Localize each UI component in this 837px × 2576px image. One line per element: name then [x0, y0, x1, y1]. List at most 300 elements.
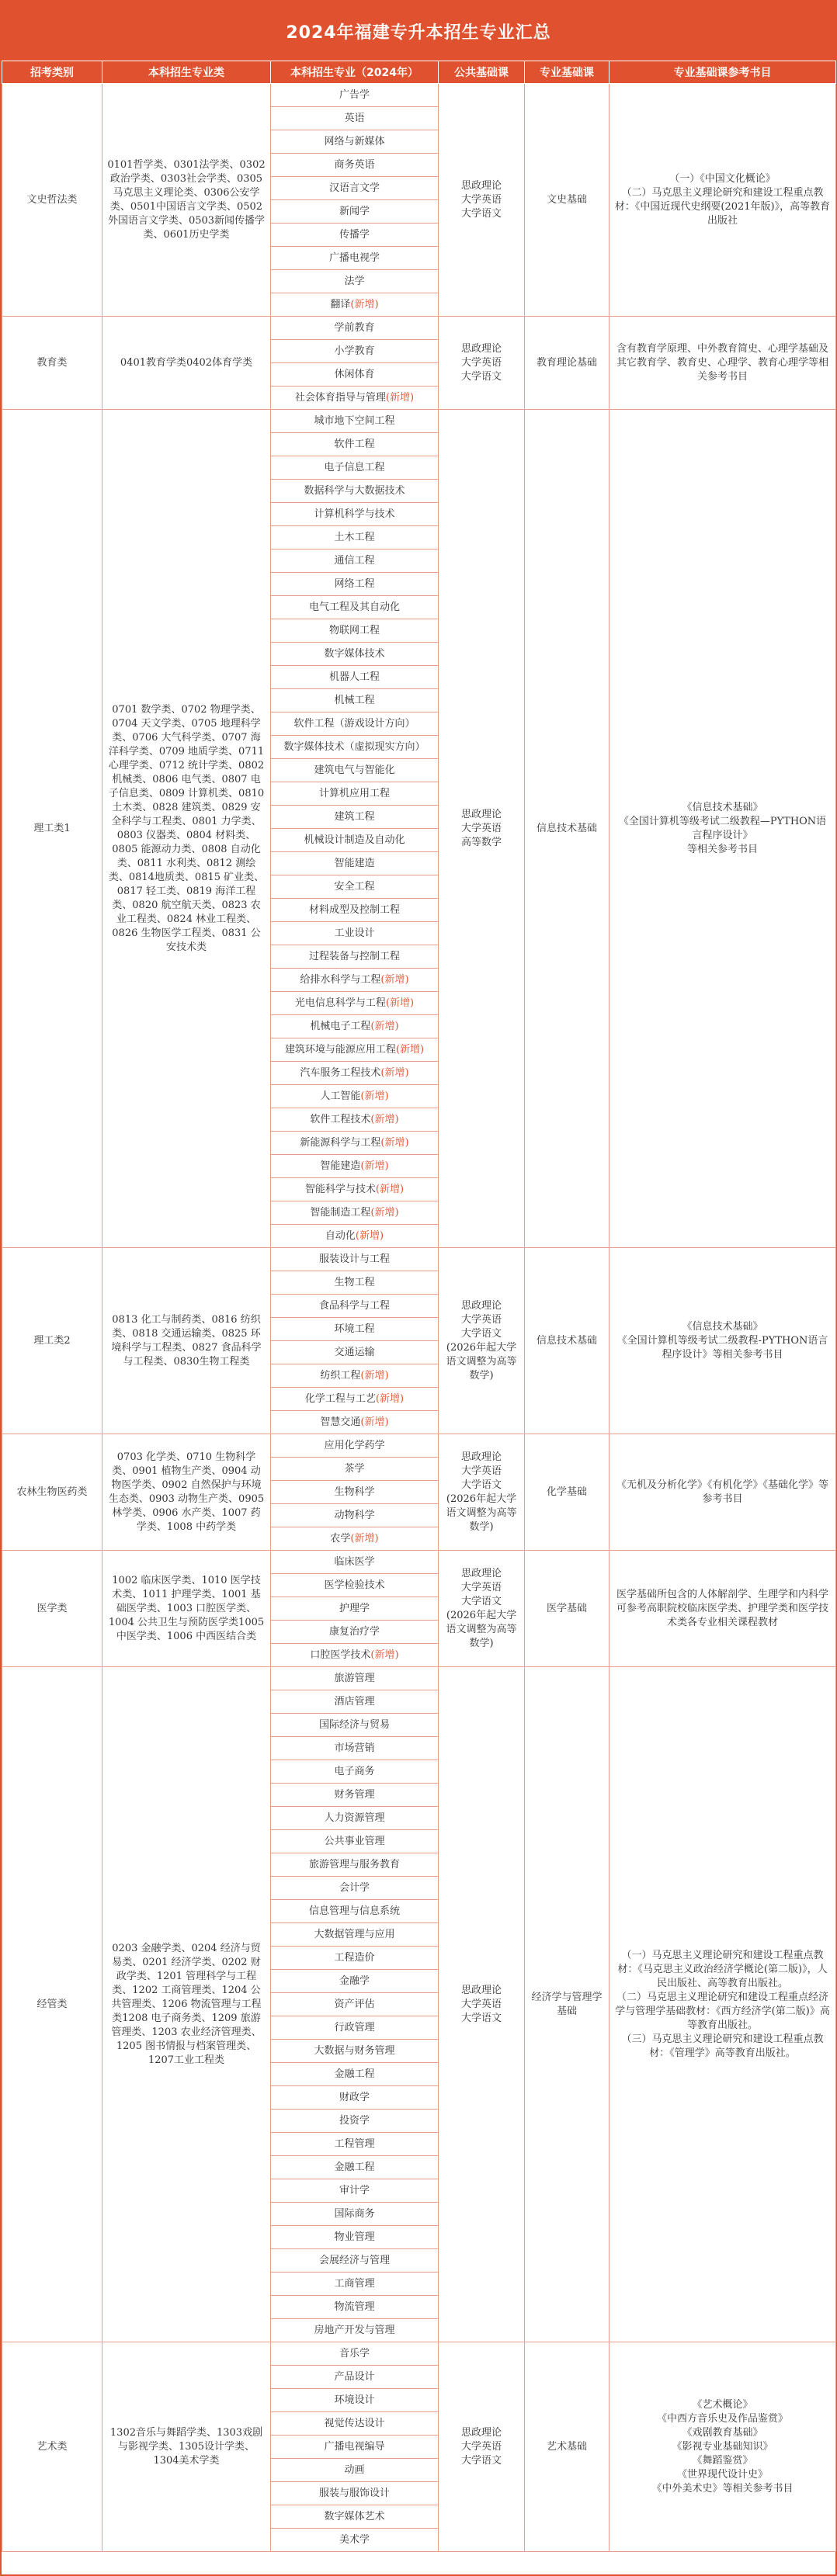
public-course-line: 大学语文 [460, 2012, 502, 2024]
new-tag-close: ) [405, 973, 409, 986]
major-name [271, 1062, 439, 1085]
major-label: 农学 [330, 1532, 351, 1545]
major-label: 法学 [344, 275, 365, 287]
reference-books [610, 1248, 836, 1434]
major-label: 工商管理 [334, 2277, 375, 2290]
new-tag-close: ) [400, 1183, 405, 1195]
basic-course: 文史基础 [525, 84, 610, 317]
major-name [271, 2505, 439, 2529]
major-label: 环境工程 [334, 1323, 375, 1335]
major-name [271, 1597, 439, 1621]
new-tag-open: ( [360, 1416, 365, 1428]
major-label: 传播学 [339, 228, 370, 241]
major-name [271, 2110, 439, 2133]
major-label: 广告学 [339, 88, 370, 101]
major-label: 审计学 [339, 2184, 370, 2196]
category-name: 艺术类 [2, 2342, 102, 2552]
public-course [439, 1667, 525, 2342]
table-body [2, 84, 836, 2552]
table-row [2, 1667, 836, 1690]
public-course-line: 大学语文 [460, 1479, 502, 1491]
new-tag-close: ) [374, 1532, 379, 1545]
major-name [271, 1388, 439, 1411]
major-name [271, 1830, 439, 1853]
major-name [271, 1248, 439, 1271]
major-label: 应用化学药学 [324, 1439, 385, 1451]
major-label: 化学工程与工艺 [304, 1392, 376, 1405]
reference-books-line: 《世界现代设计史》 [676, 2468, 768, 2481]
major-label: 财务管理 [334, 1788, 375, 1801]
major-label: 旅游管理与服务教育 [308, 1858, 400, 1870]
public-course [439, 317, 525, 410]
public-course-line: 思政理论 [460, 2426, 502, 2439]
reference-books-line: 《舞蹈鉴赏》 [692, 2454, 753, 2467]
major-name [271, 2273, 439, 2296]
major-name [271, 2063, 439, 2086]
major-label: 数据科学与大数据技术 [304, 484, 405, 497]
major-name [271, 433, 439, 456]
major-name [271, 2296, 439, 2319]
public-course-line: 大学英语 [460, 1313, 502, 1326]
major-label: 国际经济与贸易 [318, 1718, 390, 1731]
major-label: 光电信息科学与工程 [294, 997, 386, 1009]
public-course-line: (2026年起大学语文调整为高等数学) [446, 1493, 517, 1533]
undergrad-classes: 0101哲学类、0301法学类、0302政治学类、0303社会学类、0305马克思主义理论类、0306公安学类、0501中国语言文学类、0502外国语言文学类、0503新闻传播学类、0601历史学类 [102, 84, 271, 317]
major-label: 临床医学 [334, 1555, 375, 1568]
major-name [271, 782, 439, 806]
new-tag-close: ) [384, 1416, 389, 1428]
major-label: 软件工程 [334, 438, 375, 450]
public-course-line: 思政理论 [460, 1567, 502, 1579]
major-label: 电子商务 [334, 1765, 375, 1777]
public-course-line: 思政理论 [460, 808, 502, 820]
major-label: 工业设计 [334, 927, 375, 939]
major-name [271, 1690, 439, 1714]
major-label: 物业管理 [334, 2231, 375, 2243]
reference-books [610, 1551, 836, 1667]
major-name [271, 1364, 439, 1388]
reference-books-line: 《全国计算机等级考试二级教程—PYTHON语言程序设计》 [618, 815, 827, 841]
public-course-line: 大学语文 [460, 207, 502, 220]
new-badge: 新增 [380, 1392, 401, 1405]
major-label: 酒店管理 [334, 1695, 375, 1708]
major-label: 大数据与财务管理 [314, 2044, 395, 2057]
header-reference-books: 专业基础课参考书目 [610, 61, 836, 84]
major-label: 视觉传达设计 [324, 2417, 385, 2429]
reference-books [610, 410, 836, 1248]
new-tag-close: ) [380, 1229, 384, 1242]
major-label: 纺织工程 [320, 1369, 361, 1382]
major-label: 口腔医学技术 [310, 1649, 371, 1661]
major-name [271, 224, 439, 247]
table-row [2, 84, 836, 107]
reference-books-line: 医学基础所包含的人体解剖学、生理学和内科学可参考高职院校临床医学类、护理学类和医学技术类各专业相关课程教材 [616, 1588, 828, 1628]
reference-books-line: 《艺术概论》 [692, 2398, 753, 2411]
new-badge: 新增 [400, 1043, 421, 1056]
major-label: 休闲体育 [334, 368, 375, 380]
major-label: 会计学 [339, 1881, 370, 1894]
major-label: 智能建造 [334, 857, 375, 869]
new-tag-close: ) [400, 1392, 405, 1405]
major-label: 新闻学 [339, 205, 370, 217]
major-label: 行政管理 [334, 2021, 375, 2033]
new-tag-open: ( [375, 1183, 380, 1195]
reference-books-line: 《影视专业基础知识》 [672, 2440, 773, 2453]
reference-books-line: 《全国计算机等级考试二级教程-PYTHON语言程序设计》等相关参考书目 [616, 1334, 828, 1361]
new-tag-close: ) [410, 391, 415, 404]
new-tag-open: ( [370, 1206, 375, 1219]
public-course [439, 1434, 525, 1551]
major-label: 计算机应用工程 [318, 787, 390, 799]
category-name: 理工类2 [2, 1248, 102, 1434]
public-course-line: 大学语文 [460, 1327, 502, 1340]
major-name [271, 1807, 439, 1830]
major-label: 网络与新媒体 [324, 135, 385, 147]
major-name [271, 1737, 439, 1760]
major-label: 建筑工程 [334, 810, 375, 823]
major-label: 汉语言文学 [328, 182, 380, 194]
major-name [271, 2226, 439, 2249]
major-name [271, 550, 439, 573]
major-label: 智能建造 [320, 1160, 361, 1172]
undergrad-classes: 0701 数学类、0702 物理学类、0704 天文学类、0705 地理科学类、0706 大气科学类、0707 海洋科学类、0709 地质学类、0711 心理学类、0712 统计学类、0802 机械类、0806 电气类、0807 电子信息类、0809 计算机类、0810 土木类、0828 建筑类、0829 安全科学与工程类、0801 力学类、0803 仪器类、0804 材料类、0805 能源动力类、0808 自动化类、0811 水利类、0812 测绘类、0814地质类、0815 矿业类、0817 轻工类、0819 海洋工程类、0820 航空航天类、0823 农业工程类、0824 林业工程类、0826 生物医学工程类、0831 公安技术类 [102, 410, 271, 1248]
major-label: 人工智能 [320, 1090, 361, 1102]
public-course-line: (2026年起大学语文调整为高等数学) [446, 1341, 517, 1382]
new-tag-open: ( [355, 1229, 359, 1242]
major-label: 环境设计 [334, 2394, 375, 2406]
major-name [271, 2203, 439, 2226]
major-name [271, 2389, 439, 2412]
major-label: 房地产开发与管理 [314, 2324, 395, 2336]
major-name [271, 1295, 439, 1318]
major-name [271, 1900, 439, 1923]
new-tag-open: ( [385, 391, 390, 404]
major-label: 电气工程及其自动化 [308, 601, 400, 613]
new-badge: 新增 [390, 997, 411, 1009]
major-name [271, 2529, 439, 2552]
reference-books [610, 2342, 836, 2552]
new-badge: 新增 [384, 1066, 405, 1079]
major-name [271, 1621, 439, 1644]
new-tag-close: ) [384, 1090, 389, 1102]
category-name: 经管类 [2, 1667, 102, 2342]
reference-books-line: 《信息技术基础》 [682, 801, 763, 813]
major-label: 计算机科学与技术 [314, 508, 395, 520]
new-tag-close: ) [410, 997, 415, 1009]
new-tag-open: ( [380, 973, 385, 986]
major-name [271, 293, 439, 317]
header-majors-2024: 本科招生专业（2024年） [271, 61, 439, 84]
new-badge: 新增 [364, 1090, 385, 1102]
public-course-line: 大学英语 [460, 1998, 502, 2010]
reference-books [610, 1667, 836, 2342]
basic-course: 经济学与管理学基础 [525, 1667, 610, 2342]
major-name [271, 1527, 439, 1551]
major-label: 工程造价 [334, 1951, 375, 1964]
new-badge: 新增 [359, 1229, 380, 1242]
reference-books-line: 《信息技术基础》 [682, 1320, 763, 1333]
major-label: 音乐学 [339, 2347, 370, 2359]
new-tag-open: ( [350, 298, 355, 310]
table-row [2, 1434, 836, 1458]
major-name [271, 2412, 439, 2436]
major-name [271, 363, 439, 387]
major-label: 材料成型及控制工程 [308, 903, 400, 916]
major-label: 茶学 [344, 1462, 365, 1475]
new-badge: 新增 [374, 1649, 395, 1661]
major-name [271, 666, 439, 689]
reference-books-line: 含有教育学原理、中外教育简史、心理学基础及其它教育学、教育史、心理学、教育心理学等相关参考书目 [616, 342, 828, 383]
new-tag-open: ( [380, 1066, 385, 1079]
major-name [271, 1132, 439, 1155]
new-tag-close: ) [394, 1113, 399, 1125]
major-label: 通信工程 [334, 554, 375, 567]
new-tag-close: ) [394, 1020, 399, 1032]
new-tag-close: ) [374, 298, 379, 310]
public-course-line: (2026年起大学语文调整为高等数学) [446, 1609, 517, 1649]
category-name: 文史哲法类 [2, 84, 102, 317]
new-tag-open: ( [360, 1369, 365, 1382]
undergrad-classes: 0203 金融学类、0204 经济与贸易类、0201 经济学类、0202 财政学类、1201 管理科学与工程类、1202 工商管理类、1204 公共管理类、1206 物流管理与工程类1208 电子商务类、1209 旅游管理类、1203 农业经济管理类、1205 图书情报与档案管理类、1207工业工程类 [102, 1667, 271, 2342]
major-name [271, 1551, 439, 1574]
major-name [271, 387, 439, 410]
public-course-line: 大学英语 [460, 193, 502, 206]
public-course [439, 84, 525, 317]
major-name [271, 1318, 439, 1341]
new-tag-close: ) [384, 1369, 389, 1382]
new-badge: 新增 [364, 1160, 385, 1172]
new-tag-close: ) [405, 1136, 409, 1149]
major-label: 社会体育指导与管理 [294, 391, 386, 404]
major-name [271, 1760, 439, 1784]
major-label: 安全工程 [334, 880, 375, 893]
major-name [271, 1504, 439, 1527]
major-name [271, 456, 439, 480]
new-tag-open: ( [375, 1392, 380, 1405]
major-name [271, 1923, 439, 1947]
major-label: 数字媒体艺术 [324, 2510, 385, 2522]
major-label: 网络工程 [334, 577, 375, 590]
new-badge: 新增 [384, 973, 405, 986]
major-label: 产品设计 [334, 2370, 375, 2383]
category-name: 教育类 [2, 317, 102, 410]
reference-books-line: 《中外美术史》等相关参考书目 [651, 2482, 794, 2495]
major-label: 金融工程 [334, 2161, 375, 2173]
new-tag-open: ( [370, 1649, 375, 1661]
page-title: 2024年福建专升本招生专业汇总 [2, 2, 835, 61]
category-name: 农林生物医药类 [2, 1434, 102, 1551]
major-name [271, 922, 439, 945]
category-name: 理工类1 [2, 410, 102, 1248]
major-label: 食品科学与工程 [318, 1299, 390, 1312]
category-name: 医学类 [2, 1551, 102, 1667]
new-tag-open: ( [385, 997, 390, 1009]
major-name [271, 247, 439, 270]
public-course-line: 思政理论 [460, 1451, 502, 1463]
major-name [271, 526, 439, 550]
major-name [271, 1411, 439, 1434]
undergrad-classes: 0401教育学类0402体育学类 [102, 317, 271, 410]
new-tag-close: ) [384, 1160, 389, 1172]
major-name [271, 759, 439, 782]
new-badge: 新增 [380, 1183, 401, 1195]
major-name [271, 1201, 439, 1225]
major-name [271, 1574, 439, 1597]
reference-books [610, 84, 836, 317]
major-name [271, 1970, 439, 1993]
public-course-line: 高等数学 [460, 836, 502, 848]
major-name [271, 1155, 439, 1178]
major-label: 新能源科学与工程 [300, 1136, 381, 1149]
major-label: 医学检验技术 [324, 1579, 385, 1591]
table-row [2, 317, 836, 340]
major-name [271, 1271, 439, 1295]
major-name [271, 2366, 439, 2389]
major-label: 建筑电气与智能化 [314, 764, 395, 776]
major-name [271, 177, 439, 200]
public-course-line: 大学英语 [460, 1465, 502, 1477]
basic-course: 化学基础 [525, 1434, 610, 1551]
major-name [271, 200, 439, 224]
table-row [2, 410, 836, 433]
major-label: 资产评估 [334, 1998, 375, 2010]
new-badge: 新增 [354, 1532, 375, 1545]
undergrad-classes: 0813 化工与制药类、0816 纺织类、0818 交通运输类、0825 环境科学与工程类、0827 食品科学与工程类、0830生物工程类 [102, 1248, 271, 1434]
public-course-line: 思政理论 [460, 179, 502, 192]
undergrad-classes: 1002 临床医学类、1010 医学技术类、1011 护理学类、1001 基础医学类、1003 口腔医学类、1004 公共卫生与预防医学类1005 中医学类、1006 中西医结合类 [102, 1551, 271, 1667]
major-label: 智慧交通 [320, 1416, 361, 1428]
major-label: 信息管理与信息系统 [308, 1905, 400, 1917]
major-label: 智能科学与技术 [304, 1183, 376, 1195]
table-row [2, 1551, 836, 1574]
major-label: 生物工程 [334, 1276, 375, 1288]
major-name [271, 1714, 439, 1737]
major-label: 机械设计制造及自动化 [304, 834, 405, 846]
public-course-line: 大学英语 [460, 822, 502, 834]
major-label: 服装设计与工程 [318, 1253, 390, 1265]
new-badge: 新增 [390, 391, 411, 404]
major-label: 小学教育 [334, 345, 375, 357]
new-tag-close: ) [405, 1066, 409, 1079]
reference-books-line: （一）《中国文化概论》 [669, 172, 776, 185]
major-label: 金融工程 [334, 2068, 375, 2080]
major-label: 生物科学 [334, 1486, 375, 1498]
major-label: 数字媒体技术（虚拟现实方向） [283, 740, 425, 753]
public-course-line: 大学英语 [460, 1581, 502, 1593]
new-tag-open: ( [360, 1160, 365, 1172]
major-label: 大数据管理与应用 [314, 1928, 395, 1940]
major-label: 护理学 [339, 1602, 370, 1614]
new-tag-open: ( [395, 1043, 400, 1056]
major-label: 物流管理 [334, 2300, 375, 2313]
major-name [271, 1341, 439, 1364]
major-label: 工程管理 [334, 2137, 375, 2150]
major-name [271, 573, 439, 596]
new-tag-open: ( [370, 1113, 375, 1125]
major-name [271, 270, 439, 293]
reference-books-line: （二）马克思主义理论研究和建设工程重点经济学与管理学基础教材：《西方经济学(第二版)》高等教育出版社。 [615, 1991, 830, 2031]
major-label: 英语 [344, 112, 365, 124]
major-name [271, 84, 439, 107]
public-course-line: 大学语文 [460, 370, 502, 383]
major-label: 物联网工程 [328, 624, 380, 636]
undergrad-classes: 1302音乐与舞蹈学类、1303戏剧与影视学类、1305设计学类、1304美术学类 [102, 2342, 271, 2552]
major-label: 翻译 [330, 298, 351, 310]
major-name [271, 107, 439, 130]
new-badge: 新增 [354, 298, 375, 310]
major-name [271, 1015, 439, 1038]
major-label: 自动化 [325, 1229, 356, 1242]
public-course [439, 1551, 525, 1667]
header-undergrad-class: 本科招生专业类 [102, 61, 271, 84]
new-tag-open: ( [360, 1090, 365, 1102]
major-label: 城市地下空间工程 [314, 414, 395, 427]
major-label: 广播电视编导 [324, 2440, 385, 2453]
major-name [271, 503, 439, 526]
undergrad-classes: 0703 化学类、0710 生物科学类、0901 植物生产类、0904 动物医学类、0902 自然保护与环境生态类、0903 动物生产类、0905林学类、0906 水产类、1007 药学类、1008 中药学类 [102, 1434, 271, 1551]
major-label: 会展经济与管理 [318, 2254, 390, 2266]
major-name [271, 643, 439, 666]
major-name [271, 712, 439, 736]
major-label: 动物科学 [334, 1509, 375, 1521]
major-label: 机械工程 [334, 694, 375, 706]
major-name [271, 969, 439, 992]
major-name [271, 2249, 439, 2273]
major-name [271, 2040, 439, 2063]
major-name [271, 875, 439, 899]
public-course-line: 大学语文 [460, 2454, 502, 2467]
major-name [271, 2319, 439, 2342]
major-label: 建筑环境与能源应用工程 [284, 1043, 396, 1056]
major-name [271, 2482, 439, 2505]
major-name [271, 2436, 439, 2459]
major-label: 康复治疗学 [328, 1625, 380, 1638]
major-name [271, 1947, 439, 1970]
reference-books-line: （三）马克思主义理论研究和建设工程重点教材：《管理学》高等教育出版社。 [621, 2033, 824, 2059]
major-label: 国际商务 [334, 2207, 375, 2220]
major-label: 过程装备与控制工程 [308, 950, 400, 962]
new-badge: 新增 [374, 1020, 395, 1032]
major-label: 市场营销 [334, 1742, 375, 1754]
reference-books-line: （二）马克思主义理论研究和建设工程重点教材：《中国近现代史纲要(2021年版)》，高等教育出版社 [614, 186, 831, 227]
public-course-line: 大学英语 [460, 356, 502, 369]
basic-course: 医学基础 [525, 1551, 610, 1667]
basic-course: 教育理论基础 [525, 317, 610, 410]
public-course-line: 思政理论 [460, 342, 502, 355]
major-label: 给排水科学与工程 [300, 973, 381, 986]
major-name [271, 1038, 439, 1062]
major-name [271, 596, 439, 619]
major-name [271, 1481, 439, 1504]
new-tag-open: ( [380, 1136, 385, 1149]
major-name [271, 2179, 439, 2203]
major-label: 软件工程技术 [310, 1113, 371, 1125]
public-course-line: 大学英语 [460, 2440, 502, 2453]
major-label: 软件工程（游戏设计方向） [293, 717, 415, 730]
major-label: 电子信息工程 [324, 461, 385, 473]
major-label: 旅游管理 [334, 1672, 375, 1684]
major-name [271, 2459, 439, 2482]
major-name [271, 2156, 439, 2179]
major-label: 学前教育 [334, 321, 375, 334]
major-label: 机器人工程 [328, 671, 380, 683]
major-label: 汽车服务工程技术 [300, 1066, 381, 1079]
major-label: 土木工程 [334, 531, 375, 543]
major-name [271, 1853, 439, 1877]
major-name [271, 1085, 439, 1108]
basic-course: 信息技术基础 [525, 1248, 610, 1434]
major-label: 智能制造工程 [310, 1206, 371, 1219]
